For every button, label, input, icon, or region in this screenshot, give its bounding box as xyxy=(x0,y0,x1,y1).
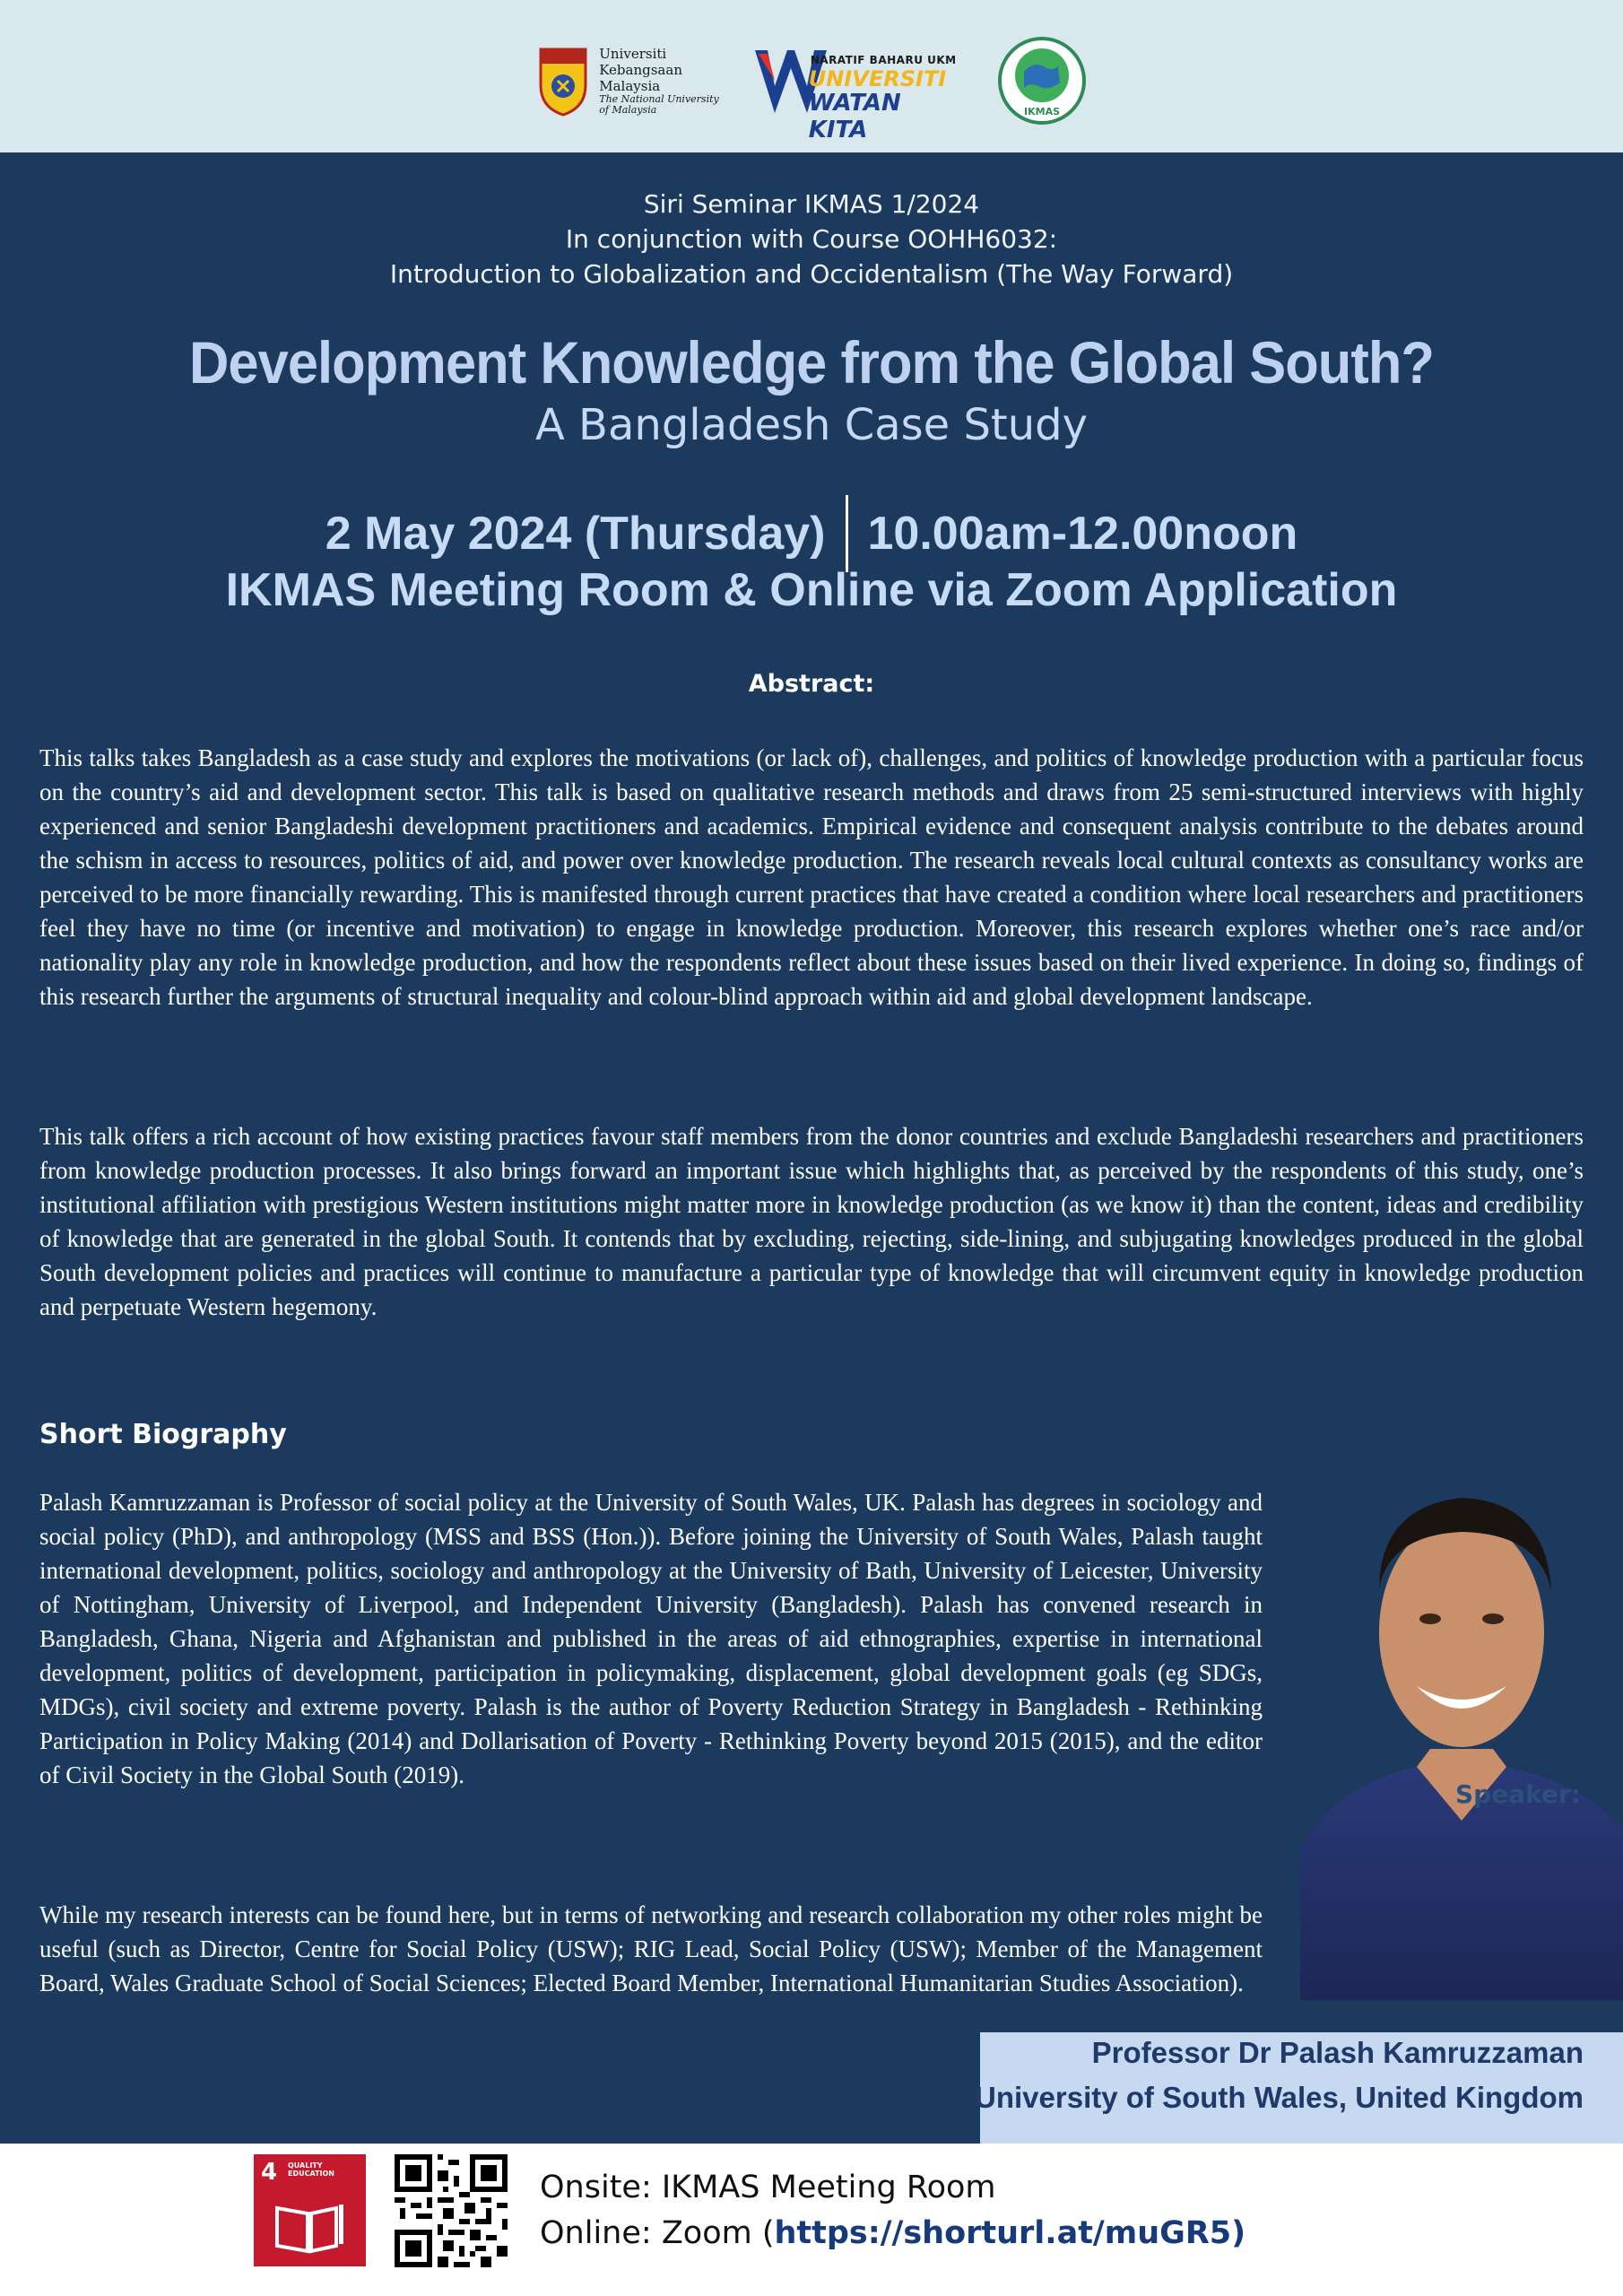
logo-row xyxy=(0,27,1623,144)
abstract-paragraph-2: This talk offers a rich account of how existing practices favour staff members from the donor countries and exclude Bangladeshi researchers and practitioners from knowledge production processes. It also brings forward an important issue which highlights that, as perceived by the respondents of this study, one’s institutional affiliation with prestigious Western institutions might matter more in knowledge production (as we know it) than the content, ideas and credibility of knowledge that are generated in the global South. It contends that by excluding, rejecting, side-lining, and subjugating knowledges produced in the global South development policies and practices will continue to manufacture a particular type of knowledge that will circumvent equity in knowledge production and perpetuate Western hegemony. xyxy=(39,1123,1584,1320)
biography-paragraph-1: Palash Kamruzzaman is Professor of social policy at the University of South Wales, UK. Palash has degrees in sociology and social policy (PhD), and anthropology (MSS and BSS (Hon.)). Before joining the University of South Wales, Palash taught international development, politics, sociology and anthropology at the University of Bath, University of Leicester, University of Nottingham, University of Liverpool, and Independent University (Bangladesh). Palash has convened research in Bangladesh, Ghana, Nigeria and Afghanistan and published in the areas of aid ethnographies, expertise in international development, politics of development, participation in policymaking, displacement, global development goals (eg SDGs, MDGs), civil society and extreme poverty. Palash is the author of Poverty Reduction Strategy in Bangladesh - Rethinking Participation in Policy Making (2014) and Dollarisation of Poverty - Rethinking Poverty beyond 2015 (2015), and the editor of Civil Society in the Global South (2019). xyxy=(39,1489,1263,1788)
ukm-wordmark: Universiti Kebangsaan Malaysia The National University of Malaysia xyxy=(599,46,719,116)
event-subtitle: A Bangladesh Case Study xyxy=(534,400,1089,450)
date-time-divider xyxy=(846,495,848,572)
speaker-photo xyxy=(1300,1426,1623,2000)
biography-heading: Short Biography xyxy=(39,1419,287,1450)
ukm-logo xyxy=(536,45,718,117)
onsite-info: Onsite: IKMAS Meeting Room xyxy=(540,2170,996,2205)
ikmas-label: IKMAS xyxy=(1023,106,1060,117)
event-venue: IKMAS Meeting Room & Online via Zoom Application xyxy=(225,564,1398,616)
zoom-link[interactable]: https://shorturl.at/muGR5 xyxy=(774,2215,1232,2251)
main-panel xyxy=(0,152,1623,2136)
seminar-series: Siri Seminar IKMAS 1/2024 In conjunction with Course OOHH6032: Introduction to Globalization and Occidentalism (The Way Forward) xyxy=(389,189,1234,289)
abstract-paragraph-1: This talks takes Bangladesh as a case study and explores the motivations (or lack of), challenges, and politics of knowledge production with a particular focus on the country’s aid and development sector. This talk is based on qualitative research methods and draws from 25 semi-structured interviews with highly experienced and senior Bangladeshi development practitioners and academics. Empirical evidence and consequent analysis contribute to the debates around the schism in access to resources, politics of aid, and power over knowledge production. The research reveals local cultural contexts as consultancy works are perceived to be more financially rewarding. This is manifested through current practices that have created a condition where local researchers and practitioners feel they have no time (or incentive and motivation) to engage in knowledge production. Moreover, this research explores whether one’s race and/or nationality play any role in knowledge production, and how the respondents reflect about these issues based on their lived experience. In doing so, findings of this research further the arguments of structural inequality and colour-blind approach within aid and global development landscape. xyxy=(39,744,1584,1010)
universiti-watan-kita-logo: NARATIF BAHARU UKM UNIVERSITI WATAN KITA xyxy=(755,36,961,126)
sdg-4-quality-education-icon: 4 QUALITY EDUCATION xyxy=(254,2154,366,2266)
speaker-label: Speaker: xyxy=(1455,1779,1581,1809)
event-date: 2 May 2024 (Thursday) xyxy=(325,508,826,560)
online-info: Online: Zoom (https://shorturl.at/muGR5) xyxy=(540,2215,1246,2251)
event-title: Development Knowledge from the Global South? xyxy=(189,329,1434,396)
biography-paragraph-2: While my research interests can be found here, but in terms of networking and research collaboration my other roles might be useful (such as Director, Centre for Social Policy (USW); RIG Lead, Social Policy (USW); Member of the Management Board, Wales Graduate School of Social Sciences; Elected Board Member, International Humanitarian Studies Association). xyxy=(39,1901,1263,1996)
ukm-crest-icon xyxy=(536,45,590,117)
ikmas-logo-icon xyxy=(997,36,1087,126)
event-time: 10.00am-12.00noon xyxy=(867,508,1298,560)
book-icon xyxy=(273,2199,345,2255)
logo-band xyxy=(0,0,1623,152)
date-time-row xyxy=(0,495,1623,572)
speaker-name: Professor Dr Palash Kamruzzaman xyxy=(1091,2036,1584,2069)
abstract-heading: Abstract: xyxy=(748,670,875,698)
qr-code-icon[interactable] xyxy=(395,2154,508,2267)
speaker-affiliation: University of South Wales, United Kingdom xyxy=(975,2081,1584,2114)
